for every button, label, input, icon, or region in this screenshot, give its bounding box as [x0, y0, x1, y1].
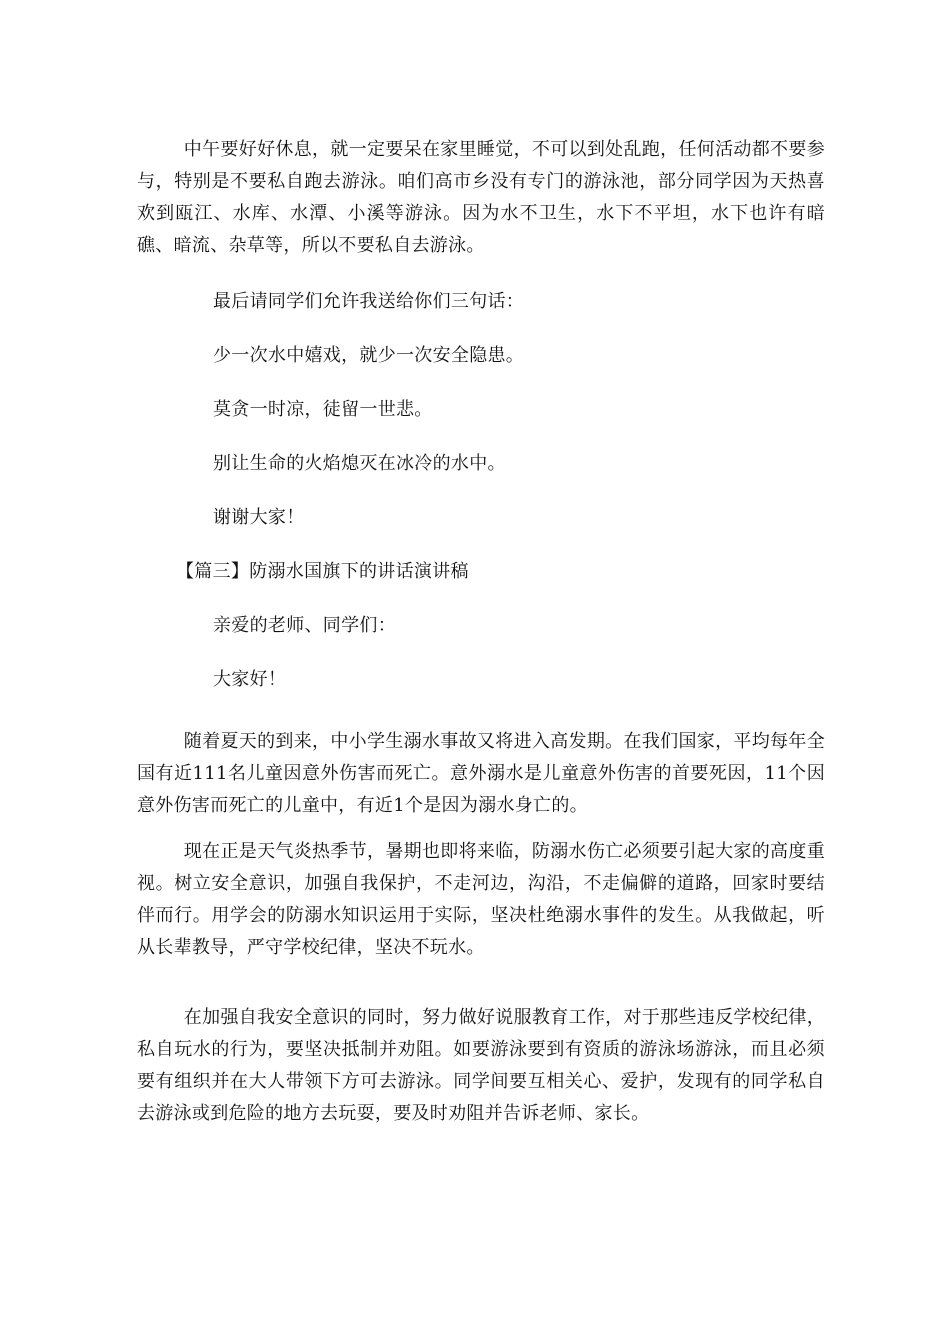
paragraph-saying-one: 少一次水中嬉戏，就少一次安全隐患。 [213, 345, 525, 366]
section-heading: 【篇三】防溺水国旗下的讲话演讲稿 [176, 561, 469, 582]
paragraph-three-sayings-intro: 最后请同学们允许我送给你们三句话： [213, 291, 525, 312]
paragraph-midday-rest: 中午要好好休息，就一定要呆在家里睡觉，不可以到处乱跑，任何活动都不要参与，特别是不要私自跑去游泳。咱们高市乡没有专门的游泳池，部分同学因为天热喜欢到瓯江、水库、水潭、小溪等游泳。因为水不卫生，水下不平坦，水下也许有暗礁、暗流、杂草等，所以不要私自去游泳。 [137, 139, 825, 256]
paragraph-summer-accidents: 随着夏天的到来，中小学生溺水事故又将进入高发期。在我们国家，平均每年全国有近111名儿童因意外伤害而死亡。意外溺水是儿童意外伤害的首要死因，11个因意外伤害而死亡的儿童中，有近1个是因为溺水身亡的。 [137, 731, 825, 816]
paragraph-safety-awareness: 现在正是天气炎热季节，暑期也即将来临，防溺水伤亡必须要引起大家的高度重视。树立安全意识，加强自我保护，不走河边，沟沿，不走偏僻的道路，回家时要结伴而行。用学会的防溺水知识运用于实际，坚决杜绝溺水事件的发生。从我做起，听从长辈教导，严守学校纪律，坚决不玩水。 [137, 841, 825, 958]
paragraph-persuasion-education: 在加强自我安全意识的同时，努力做好说服教育工作，对于那些违反学校纪律，私自玩水的行为，要坚决抵制并劝阻。如要游泳要到有资质的游泳场游泳，而且必须要有组织并在大人带领下方可去游泳。同学间要互相关心、爱护，发现有的同学私自去游泳或到危险的地方去玩耍，要及时劝阻并告诉老师、家长。 [137, 1007, 825, 1124]
paragraph-saying-three: 别让生命的火焰熄灭在冰冷的水中。 [213, 453, 506, 474]
paragraph-salutation: 亲爱的老师、同学们： [213, 615, 396, 636]
paragraph-greeting: 大家好！ [213, 669, 287, 690]
paragraph-saying-two: 莫贪一时凉，徒留一世悲。 [213, 399, 433, 420]
paragraph-thanks: 谢谢大家！ [213, 507, 305, 528]
